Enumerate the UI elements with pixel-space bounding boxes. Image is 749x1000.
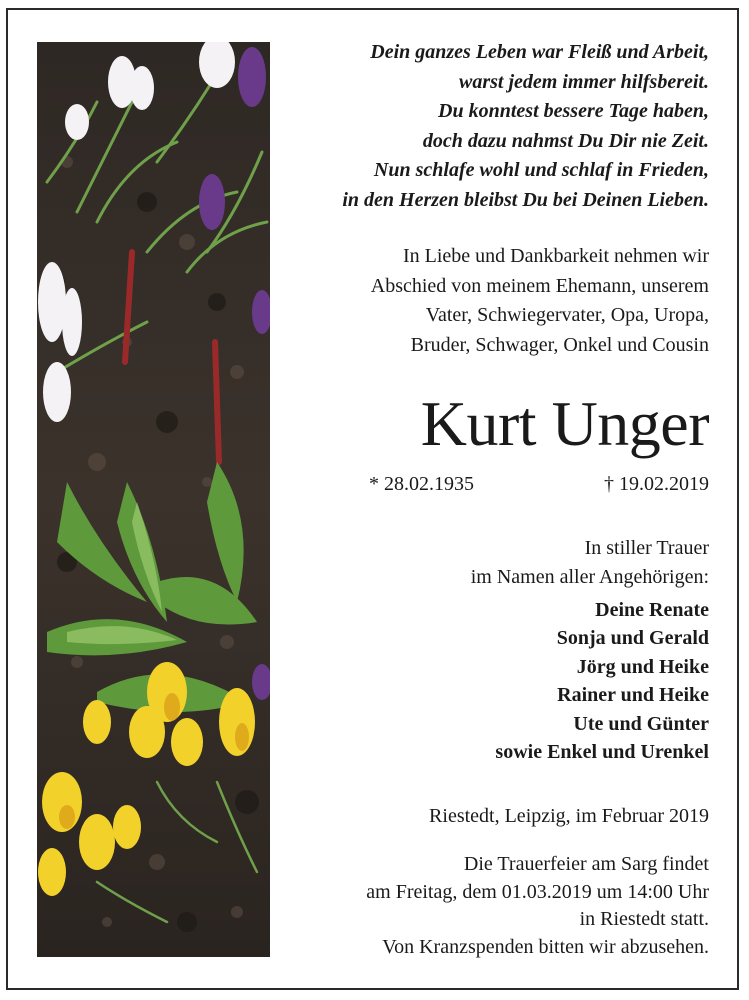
funeral-line: am Freitag, dem 01.03.2019 um 14:00 Uhr (366, 880, 709, 903)
funeral-line: Die Trauerfeier am Sarg findet (463, 853, 709, 875)
intro-line: In Liebe und Dankbarkeit nehmen wir (402, 245, 709, 267)
farewell-intro (279, 242, 709, 360)
funeral-line: in Riestedt statt. (579, 908, 709, 930)
poem-line: in den Herzen bleibst Du bei Deinen Lieben. (342, 188, 709, 211)
poem-line: doch dazu nahmst Du Dir nie Zeit. (422, 129, 709, 152)
memorial-poem (279, 38, 709, 215)
intro-line: Vater, Schwiegervater, Opa, Uropa, (425, 304, 709, 326)
family-list (279, 596, 709, 766)
mourning-line: im Namen aller Angehörigen: (470, 566, 709, 588)
intro-line: Abschied von meinem Ehemann, unserem (370, 274, 709, 297)
family-member: Jörg und Heike (576, 655, 709, 678)
family-member: Deine Renate (595, 599, 709, 621)
death-date: † 19.02.2019 (604, 473, 709, 495)
deceased-name: Kurt Unger (420, 388, 709, 459)
crocus-flowers-photo (37, 42, 270, 957)
family-member: Rainer und Heike (557, 684, 709, 707)
place-and-date: Riestedt, Leipzig, im Februar 2019 (429, 805, 709, 827)
family-member: Ute und Günter (573, 712, 709, 735)
birth-date: * 28.02.1935 (369, 473, 474, 495)
mourning-line: In stiller Trauer (584, 537, 709, 559)
family-member: Sonja und Gerald (556, 627, 709, 650)
family-member: sowie Enkel und Urenkel (495, 741, 709, 764)
funeral-details (279, 851, 709, 961)
life-dates (369, 470, 709, 498)
poem-line: Dein ganzes Leben war Fleiß und Arbeit, (370, 41, 709, 63)
poem-line: Nun schlafe wohl und schlaf in Frieden, (373, 159, 709, 181)
poem-line: warst jedem immer hilfsbereit. (459, 70, 709, 93)
poem-line: Du konntest bessere Tage haben, (438, 100, 709, 122)
intro-line: Bruder, Schwager, Onkel und Cousin (410, 333, 709, 356)
mourning-note (279, 534, 709, 592)
funeral-line: Von Kranzspenden bitten wir abzusehen. (382, 935, 709, 958)
